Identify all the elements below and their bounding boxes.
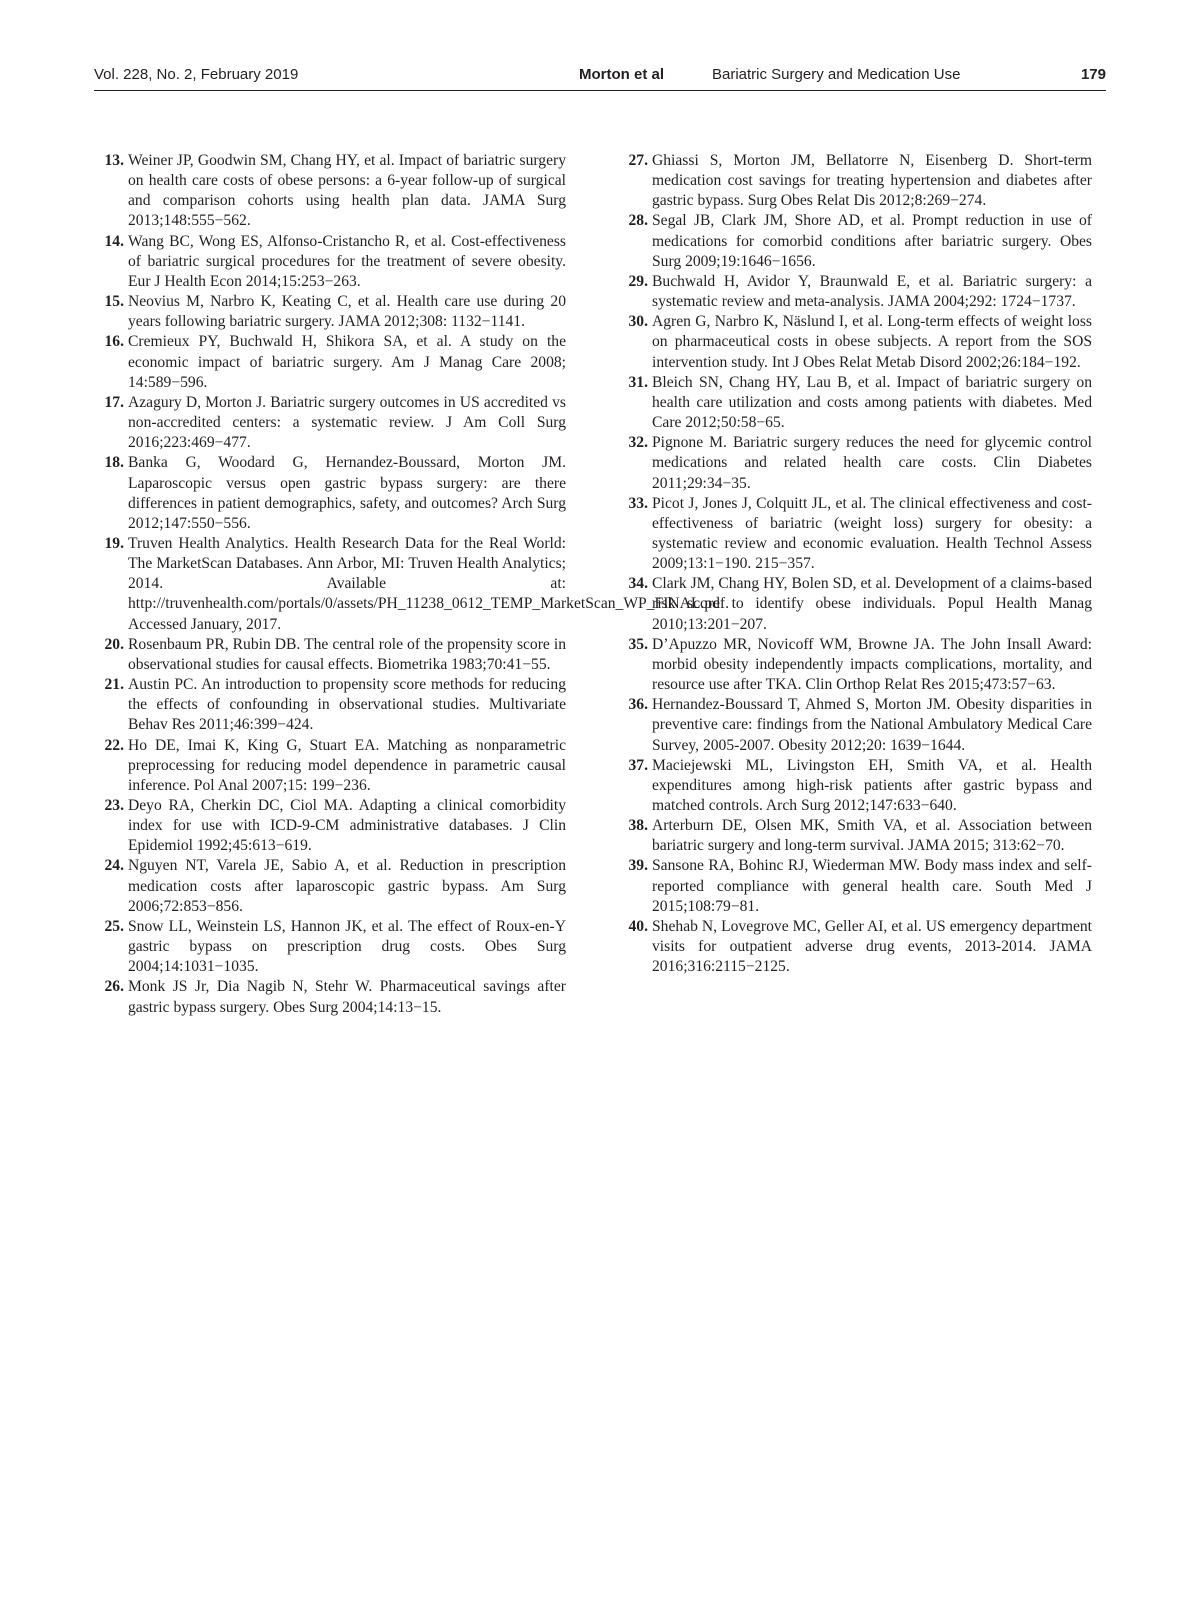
reference-item (96, 917, 566, 977)
reference-text: Arterburn DE, Olsen MK, Smith VA, et al. Association between bariatric surgery and long-term survival. JAMA 2015; 313:62−70. (652, 817, 1092, 855)
reference-text: Nguyen NT, Varela JE, Sabio A, et al. Reduction in prescription medication costs after laparoscopic gastric bypass. Am Surg 2006;72:853−856. (128, 857, 566, 915)
reference-number: 22. (104, 736, 124, 754)
reference-text: Agren G, Narbro K, Näslund I, et al. Long-term effects of weight loss on pharmaceutical costs in obese subjects. A report from the SOS intervention study. Int J Obes Relat Metab Disord 2002;26:184−192. (652, 313, 1092, 371)
reference-number: 28. (628, 212, 648, 230)
reference-text: Snow LL, Weinstein LS, Hannon JK, et al. The effect of Roux-en-Y gastric bypass on prescription drug costs. Obes Surg 2004;14:1031−1035. (128, 917, 566, 976)
reference-text: Azagury D, Morton J. Bariatric surgery outcomes in US accredited vs non-accredited centers: a systematic review. J Am Coll Surg 2016;223:469−477. (128, 393, 566, 452)
reference-number: 29. (628, 272, 648, 290)
reference-text: Bleich SN, Chang HY, Lau B, et al. Impact of bariatric surgery on health care utilization and costs among patients with diabetes. Med Care 2012;50:58−65. (652, 373, 1092, 432)
running-title: Bariatric Surgery and Medication Use (712, 66, 961, 83)
reference-text: Rosenbaum PR, Rubin DB. The central role of the propensity score in observational studies for causal effects. Biometrika 1983;70:41−55. (128, 635, 566, 673)
running-header (94, 62, 1106, 91)
reference-item (620, 211, 1092, 271)
reference-item (620, 917, 1092, 977)
reference-number: 13. (104, 152, 124, 169)
reference-item (620, 756, 1092, 816)
reference-item (620, 695, 1092, 755)
reference-text: Weiner JP, Goodwin SM, Chang HY, et al. Impact of bariatric surgery on health care costs of obese persons: a 6-year follow-up of surgical and comparison cohorts using health plan data. JAMA Surg 2013;148:555−562. (128, 152, 566, 230)
reference-item (96, 292, 566, 332)
reference-item (96, 796, 566, 856)
reference-number: 35. (628, 635, 648, 653)
reference-item (96, 151, 566, 232)
reference-item (96, 977, 566, 1017)
reference-item (620, 816, 1092, 856)
reference-item (96, 393, 566, 453)
page-number: 179 (1080, 66, 1106, 83)
reference-number: 23. (104, 797, 124, 814)
reference-text: Deyo RA, Cherkin DC, Ciol MA. Adapting a clinical comorbidity index for use with ICD-9-CM administrative databases. J Clin Epidemiol 1992;45:613−619. (128, 797, 566, 855)
reference-number: 17. (104, 393, 124, 411)
reference-number: 40. (628, 917, 648, 935)
reference-item (620, 312, 1092, 372)
journal-info: Vol. 228, No. 2, February 2019 (94, 66, 299, 83)
reference-number: 38. (628, 817, 648, 835)
running-authors: Morton et al (579, 66, 664, 83)
references-right-column (620, 151, 1092, 977)
reference-text: Ho DE, Imai K, King G, Stuart EA. Matching as nonparametric preprocessing for reducing model dependence in parametric causal inference. Pol Anal 2007;15: 199−236. (128, 736, 566, 794)
reference-text: Neovius M, Narbro K, Keating C, et al. Health care use during 20 years following bariatric surgery. JAMA 2012;308: 1132−1141. (128, 293, 566, 331)
reference-number: 15. (104, 293, 124, 311)
reference-item (96, 453, 566, 534)
reference-text: Monk JS Jr, Dia Nagib N, Stehr W. Pharmaceutical savings after gastric bypass surgery. Obes Surg 2004;14:13−15. (128, 978, 566, 1016)
reference-item (96, 635, 566, 675)
reference-text: Austin PC. An introduction to propensity score methods for reducing the effects of confounding in observational studies. Multivariate Behav Res 2011;46:399−424. (128, 676, 566, 734)
reference-item (620, 574, 1092, 634)
reference-number: 33. (628, 494, 648, 512)
reference-number: 14. (104, 232, 124, 250)
reference-number: 26. (104, 978, 124, 996)
reference-text: Clark JM, Chang HY, Bolen SD, et al. Development of a claims-based risk score to identify obese individuals. Popul Health Manag 2010;13:201−207. (652, 575, 1092, 633)
reference-item (620, 635, 1092, 695)
reference-number: 21. (104, 676, 124, 694)
reference-number: 20. (104, 635, 124, 653)
reference-text: Picot J, Jones J, Colquitt JL, et al. The clinical effectiveness and cost-effectiveness of bariatric (weight loss) surgery for obesity: a systematic review and economic evaluation. Health Technol Assess 2009;13:1−190. 215−357. (652, 494, 1092, 573)
reference-number: 39. (628, 857, 648, 875)
reference-number: 16. (104, 333, 124, 351)
reference-text: Wang BC, Wong ES, Alfonso-Cristancho R, et al. Cost-effectiveness of bariatric surgical procedures for the treatment of severe obesity. Eur J Health Econ 2014;15:253−263. (128, 232, 566, 290)
reference-text: Truven Health Analytics. Health Research Data for the Real World: The MarketScan Databases. Ann Arbor, MI: Truven Health Analytics; 2014. Available at: http://truvenhealth.com/portals/0/assets/PH_11238_0612_TEMP_MarketScan_WP_FINAL.pdf. Accessed January, 2017. (128, 534, 730, 633)
reference-number: 37. (628, 756, 648, 774)
reference-text: Banka G, Woodard G, Hernandez-Boussard, Morton JM. Laparoscopic versus open gastric bypass surgery: are there differences in patient demographics, safety, and outcomes? Arch Surg 2012;147:550−556. (128, 454, 566, 532)
reference-item (96, 736, 566, 796)
reference-text: Ghiassi S, Morton JM, Bellatorre N, Eisenberg D. Short-term medication cost savings for treating hypertension and diabetes after gastric bypass. Surg Obes Relat Dis 2012;8:269−274. (652, 152, 1092, 210)
reference-number: 18. (104, 454, 124, 472)
reference-number: 25. (104, 917, 124, 935)
reference-item (620, 272, 1092, 312)
reference-number: 32. (628, 434, 648, 452)
reference-number: 24. (104, 857, 124, 875)
reference-item (620, 433, 1092, 493)
reference-text: Hernandez-Boussard T, Ahmed S, Morton JM. Obesity disparities in preventive care: findings from the National Ambulatory Medical Care Survey, 2005-2007. Obesity 2012;20: 1639−1644. (652, 696, 1092, 754)
reference-item (96, 856, 566, 916)
reference-number: 19. (104, 534, 124, 552)
reference-item (620, 494, 1092, 575)
reference-item (96, 675, 566, 735)
reference-number: 31. (628, 373, 648, 391)
reference-number: 36. (628, 696, 648, 714)
reference-item (620, 373, 1092, 433)
reference-text: Shehab N, Lovegrove MC, Geller AI, et al. US emergency department visits for outpatient adverse drug events, 2013-2014. JAMA 2016;316:2115−2125. (652, 917, 1092, 976)
reference-text: Sansone RA, Bohinc RJ, Wiederman MW. Body mass index and self-reported compliance with general health care. South Med J 2015;108:79−81. (652, 857, 1092, 915)
reference-text: Cremieux PY, Buchwald H, Shikora SA, et al. A study on the economic impact of bariatric surgery. Am J Manag Care 2008; 14:589−596. (128, 333, 566, 391)
reference-number: 34. (628, 575, 648, 593)
reference-number: 30. (628, 313, 648, 331)
reference-item (620, 856, 1092, 916)
reference-text: Maciejewski ML, Livingston EH, Smith VA, et al. Health expenditures among high-risk patients after gastric bypass and matched controls. Arch Surg 2012;147:633−640. (652, 756, 1092, 814)
reference-number: 27. (628, 152, 648, 169)
reference-text: Buchwald H, Avidor Y, Braunwald E, et al. Bariatric surgery: a systematic review and meta-analysis. JAMA 2004;292: 1724−1737. (652, 272, 1092, 311)
reference-text: Pignone M. Bariatric surgery reduces the need for glycemic control medications and related health care costs. Clin Diabetes 2011;29:34−35. (652, 434, 1092, 492)
reference-text: Segal JB, Clark JM, Shore AD, et al. Prompt reduction in use of medications for comorbid conditions after bariatric surgery. Obes Surg 2009;19:1646−1656. (652, 212, 1092, 270)
reference-item (96, 332, 566, 392)
reference-item (620, 151, 1092, 211)
reference-item (96, 232, 566, 292)
reference-text: D’Apuzzo MR, Novicoff WM, Browne JA. The John Insall Award: morbid obesity independently impacts complications, mortality, and resource use after TKA. Clin Orthop Relat Res 2015;473:57−63. (652, 635, 1092, 694)
